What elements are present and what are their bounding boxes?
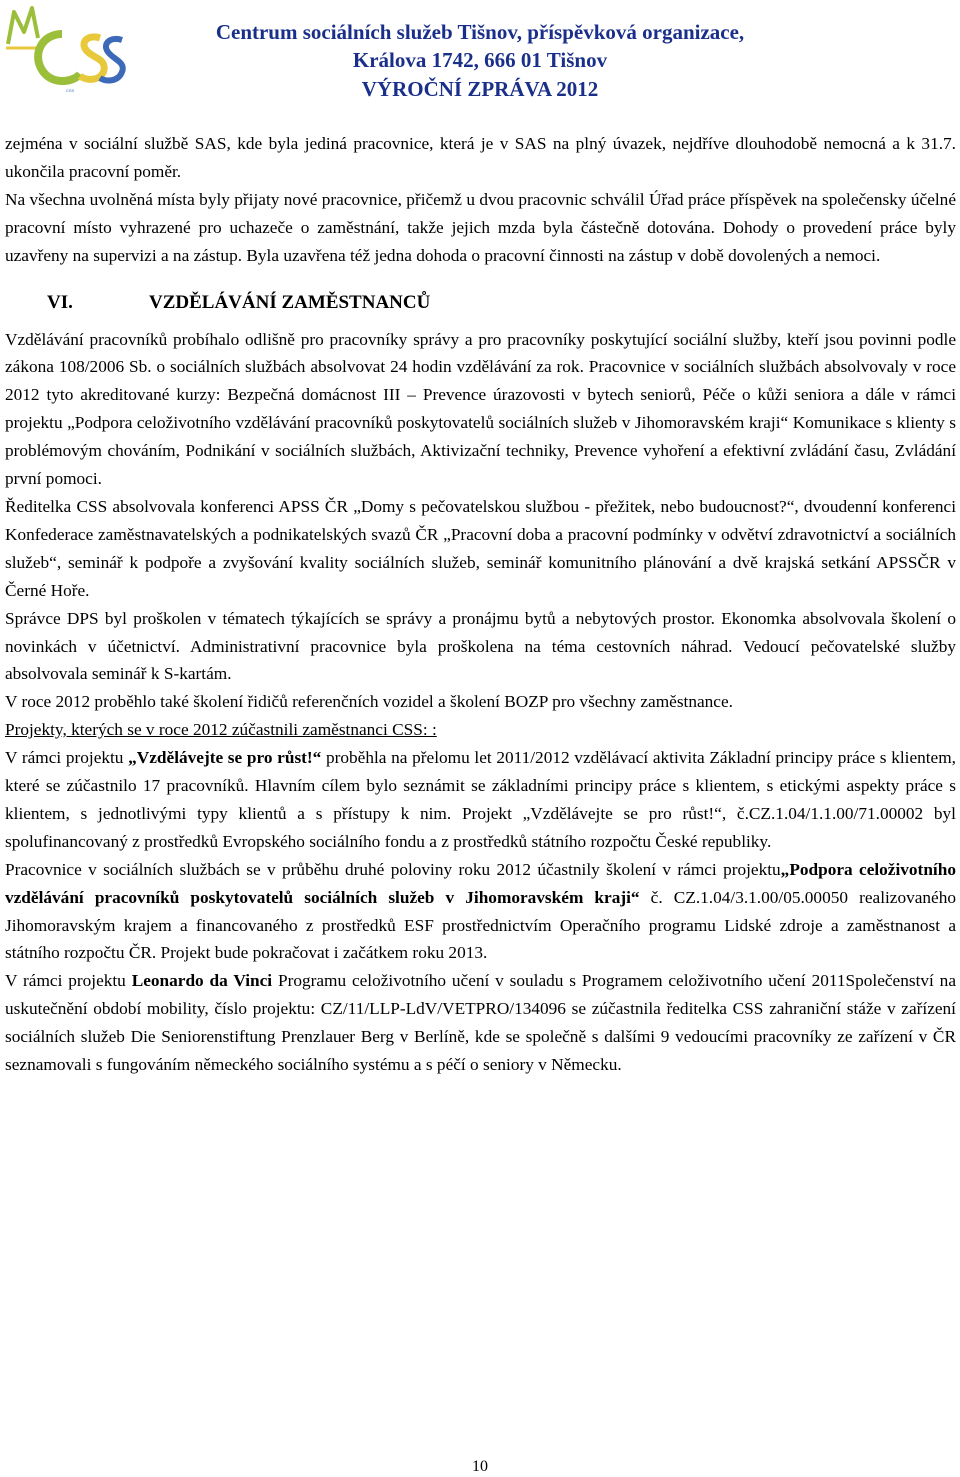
text-run: č. CZ.1.04/3.1.00/05.00050 realizovaného Jihomoravským krajem a financovaného z prostředků ESF prostřednictvím Operačního programu Lidské zdroje a zaměstnanost a státního rozpočtu ČR. Projekt bude pokračovat i začátkem roku 2013. [5,887,957,963]
text-run: Programu celoživotního učení v souladu s Programem celoživotního učení 2011Společenství na uskutečnění období mobility, číslo projektu: CZ/11/LLP-LdV/VETPRO/134096 se zúčastnila ředitelka CSS zahraniční stáže v zařízení sociálních služeb Die Seniorenstiftung Prenzlauer Berg v Berlíně, kde se společně s dalšími 9 vedoucími pracovníky ze zařízení v ČR seznamovali s fungováním německého sociálního systému a s péčí o seniory v Německu. [5,971,956,1075]
document-body [5,130,956,1079]
text-run: proběhla na přelomu let 2011/2012 vzdělávací aktivita Základní principy práce s klientem, které se zúčastnilo 17 pracovníků. Hlavním cílem bylo seznámit se základními principy práce s klientem, s etickými aspekty práce s klientem, s jednotlivými typy klientů a s přístupy k nim. Projekt „Vzdělávejte se pro růst!“, č.CZ.1.04/1.1.00/71.00002 byl spolufinancovaný z prostředků Evropského sociálního fondu a z prostředků státního rozpočtu České republiky. [5,748,956,851]
paragraph: Vzdělávání pracovníků probíhalo odlišně pro pracovníky správy a pro pracovníky poskytující sociální služby, kteří jsou povinni podle zákona 108/2006 Sb. o sociálních službách absolvovat 24 hodin vzdělávání za rok. Pracovnice v sociálních službách absolvovaly v roce 2012 tyto akreditované kurzy: Bezpečná domácnost III – Prevence úrazovosti v bytech seniorů, Péče o kůži seniora a dále v rámci projektu „Podpora celoživotního vzdělávání pracovníků poskytovatelů sociálních služeb v Jihomoravském kraji“ Komunikace s klienty s problémovým chováním, Podnikání v sociálních službách, Aktivizační techniky, Prevence vyhoření a efektivní zvládání času, Zvládání první pomoci. [5,329,956,489]
project-name: Leonardo da Vinci [131,971,273,991]
paragraph [5,744,956,856]
paragraph: V roce 2012 proběhlo také školení řidičů referenčních vozidel a školení BOZP pro všechny zaměstnance. [5,692,733,712]
header-report-title: VÝROČNÍ ZPRÁVA 2012 [361,77,599,101]
paragraph [5,856,956,968]
paragraph: Na všechna uvolněná místa byly přijaty nové pracovnice, přičemž u dvou pracovnic schválil Úřad práce příspěvek na společensky účelné pracovní místo vyhrazené pro uchazeče o zaměstnání, takže jejich mzda byla částečně dotována. Dohody o provedení práce byly uzavřeny na supervizi a na zástup. Byla uzavřena též jedna dohoda o pracovní činnosti na zástup v době dovolených a nemoci. [5,189,956,265]
text-run: V rámci projektu [5,748,129,768]
project-name: „Podpora celoživotního vzdělávání pracovníků poskytovatelů sociálních služeb v Jihomoravském kraji“ [5,859,956,907]
page-number: 10 [472,1458,488,1475]
project-name: „Vzdělávejte se pro růst!“ [128,748,322,768]
projects-heading: Projekty, kterých se v roce 2012 zúčastnili zaměstnanci CSS: : [5,720,437,740]
section-heading [5,289,956,317]
header-organization: Centrum sociálních služeb Tišnov, příspěvková organizace, [215,20,745,44]
section-number: VI. [47,291,73,313]
paragraph [5,967,956,1079]
text-run: V rámci projektu [5,971,132,991]
text-run: Pracovnice v sociálních službách se v průběhu druhé poloviny roku 2012 účastnily školení v rámci projektu [5,859,781,879]
svg-text:CSS: CSS [66,88,75,93]
paragraph: Správce DPS byl proškolen v tématech týkajících se správy a pronájmu bytů a nebytových prostor. Ekonomka absolvovala školení o novinkách v účetnictví. Administrativní pracovnice byla proškolena na téma cestovních náhrad. Vedoucí pečovatelské služby absolvovala seminář k S-kartám. [5,608,956,684]
paragraph: zejména v sociální službě SAS, kde byla jediná pracovnice, která je v SAS na plný úvazek, nejdříve dlouhodobě nemocná a k 31.7. ukončila pracovní poměr. [5,134,956,181]
header-address: Králova 1742, 666 01 Tišnov [352,48,608,72]
section-title: VZDĚLÁVÁNÍ ZAMĚSTNANCŮ [149,291,431,313]
paragraph: Ředitelka CSS absolvovala konferenci APSS ČR „Domy s pečovatelskou službou - přežitek, nebo budoucnost?“, dvoudenní konferenci Konfederace zaměstnavatelských a podnikatelských svazů ČR „Pracovní doba a pracovní podmínky v odvětví zdravotnictví a sociálních služeb“, seminář k podpoře a zvyšování kvality sociálních služeb, seminář komunitního plánování a dvě krajská setkání APSSČR v Černé Hoře. [5,496,956,600]
